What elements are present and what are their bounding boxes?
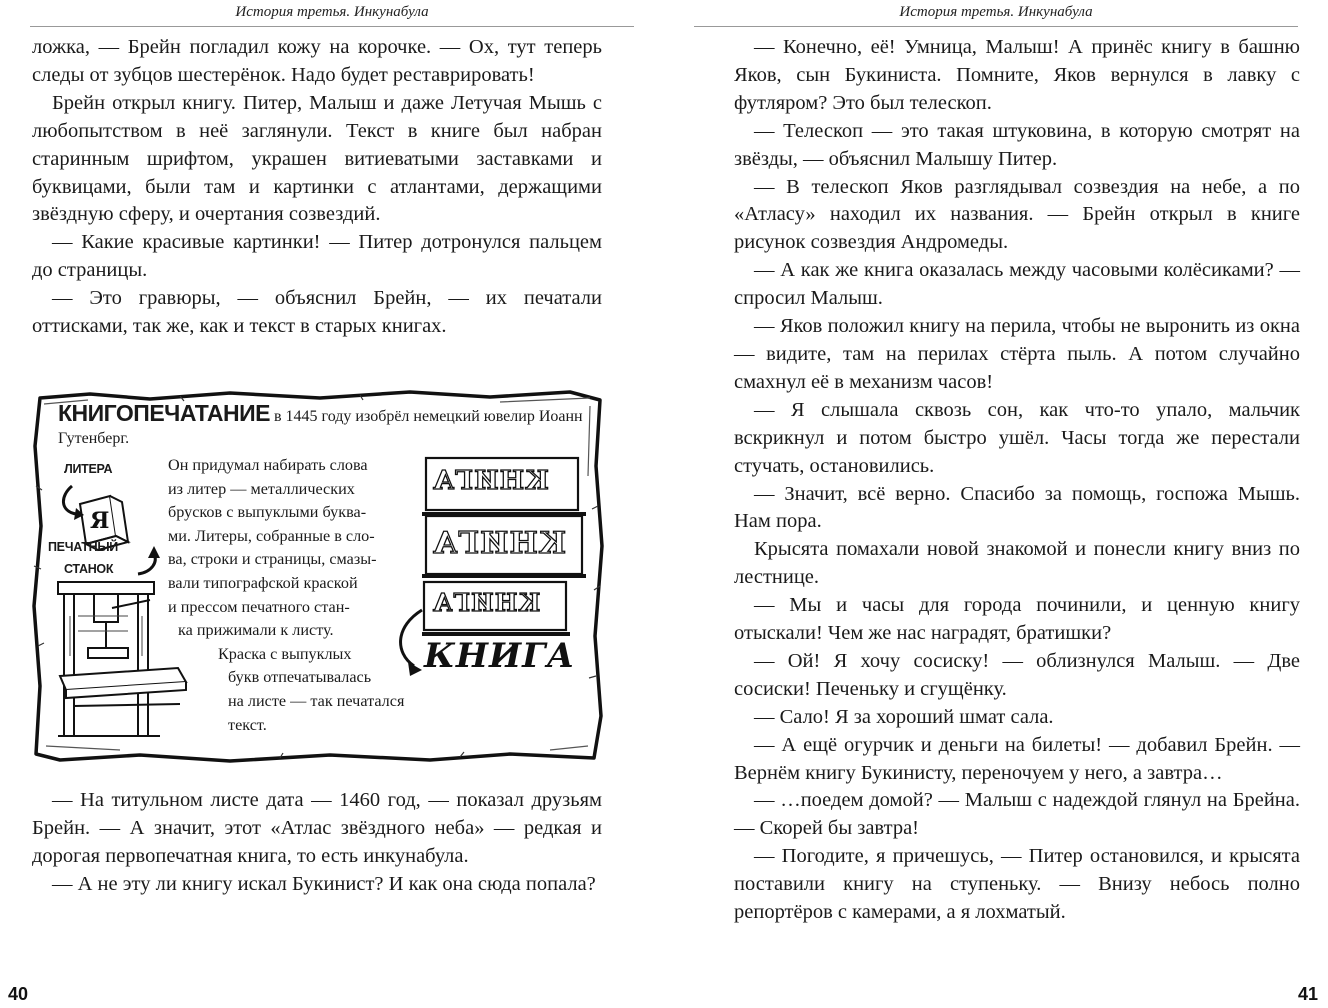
paragraph: — Сало! Я за хороший шмат сала. — [754, 705, 1054, 728]
box-body-text — [168, 454, 404, 737]
paragraph: — Телескоп — это такая штуковина, в которую смотрят на звёзды, — объяснил Малышу Питер. — [734, 119, 1300, 170]
paragraph: — Погодите, я причешусь, — Питер остановился, и крысята поставили книгу на ступеньку. — Внизу небось полно репортёров с камерами, а я лохматый. — [734, 845, 1300, 924]
box-body-line: Краска с выпуклых — [218, 644, 352, 663]
paragraph: — Мы и часы для города починили, и ценную книгу отыскали! Чем же нас наградят, братишки? — [734, 594, 1300, 645]
page-number: 40 — [8, 984, 29, 1004]
header-rule — [30, 26, 634, 27]
paragraph: — На титульном листе дата — 1460 год, — показал друзьям Брейн. — А значит, этот «Атлас звёздного неба» — редкая и дорогая первопечатная книга, то есть инкунабула. — [32, 789, 602, 867]
running-header: История третья. Инкунабула — [899, 4, 1093, 20]
box-lead-text: в 1445 году изобрёл немецкий ювелир Иоанн Гутенберг. — [58, 408, 583, 447]
paragraph: — Значит, всё верно. Спасибо за помощь, госпожа Мышь. Нам пора. — [734, 482, 1300, 533]
printed-word: КНИГА — [424, 636, 576, 676]
page-number: 41 — [1297, 984, 1318, 1004]
paragraph: ложка, — Брейн погладил кожу на корочке. — Ох, тут теперь следы от зубцов шестерёнок. Надо будет реставрировать! — [32, 36, 602, 86]
box-body-line: на листе — так печатался — [228, 691, 405, 710]
box-body-line: вали типографской краской — [168, 573, 358, 592]
header-rule — [694, 26, 1298, 27]
paragraph: — А ещё огурчик и деньги на билеты! — добавил Брейн. — Вернём книгу Букинисту, переночуем у него, а завтра… — [734, 733, 1300, 784]
paragraph: — Это гравюры, — объяснил Брейн, — их печатали оттисками, так же, как и текст в старых книгах. — [32, 287, 602, 338]
box-body-line: букв отпечатывалась — [228, 668, 372, 687]
paragraph: — Какие красивые картинки! — Питер дотронулся пальцем до страницы. — [32, 231, 602, 282]
paragraph: — А не эту ли книгу искал Букинист? И как она сюда попала? — [52, 872, 596, 895]
box-body-line: текст. — [228, 715, 267, 734]
type-word-2: КНИГА — [432, 526, 567, 561]
box-body-line: ва, строки и страницы, смазы- — [168, 550, 377, 569]
box-body-line: ка прижимали к листу. — [178, 621, 334, 640]
paragraph: — Яков положил книгу на перила, чтобы не выронить из окна — видите, там на перилах стёрта пыль. А потом случайно смахнул её в механизм часов! — [734, 315, 1300, 393]
box-body-line: из литер — металлических — [168, 479, 355, 498]
label-press-line1: ПЕЧАТНЫЙ — [48, 540, 118, 554]
box-lead — [58, 402, 588, 450]
label-litera: ЛИТЕРА — [64, 462, 113, 476]
paragraph: — Конечно, её! Умница, Малыш! А принёс книгу в башню Яков, сын Букиниста. Помните, Яков вернулся в лавку с футляром? Это был телескоп. — [734, 36, 1300, 114]
paragraph: — …поедем домой? — Малыш с надеждой глянул на Брейна. — Скорей бы завтра! — [734, 789, 1300, 840]
box-body-line: Он придумал набирать слова — [168, 456, 368, 474]
paragraph: Крысята помахали новой знакомой и понесли книгу вниз по лестнице. — [734, 538, 1300, 589]
type-word-3: КНИГА — [432, 588, 541, 617]
info-box-printing — [30, 386, 606, 766]
label-press-line2: СТАНОК — [64, 562, 114, 576]
running-header: История третья. Инкунабула — [235, 4, 429, 20]
type-word-1: КНИГА — [432, 466, 549, 496]
body-text — [734, 34, 1300, 927]
paragraph: — В телескоп Яков разглядывал созвездия на небе, а по «Атласу» находил их названия. — Брейн открыл в книге рисунок созвездия Андромеды. — [734, 175, 1300, 254]
paragraph: — А как же книга оказалась между часовыми колёсиками? — спросил Малыш. — [734, 259, 1300, 310]
svg-text:Я: Я — [90, 508, 110, 534]
box-body-line: и прессом печатного стан- — [168, 597, 350, 616]
box-heading: КНИГОПЕЧАТАНИЕ — [58, 400, 270, 426]
body-text-top — [32, 34, 602, 341]
box-body-line: брусков с выпуклыми буква- — [168, 503, 367, 522]
body-text-bottom — [32, 787, 602, 899]
paragraph: — Я слышала сквозь сон, как что-то упало, мальчик вскрикнул и потом быстро ушёл. Часы тогда же перестали стучать, остановились. — [734, 398, 1300, 477]
paragraph: Брейн открыл книгу. Питер, Малыш и даже Летучая Мышь с любопытством в неё заглянули. Текст в книге был набран старинным шрифтом, украшен витиеватыми заставками и буквицами, были там и картинки с атлантами, держащими звёздную сферу, и очертания созвездий. — [32, 91, 602, 226]
right-page — [664, 0, 1328, 1008]
paragraph: — Ой! Я хочу сосиску! — облизнулся Малыш. — Две сосиски! Печеньку и сгущёнку. — [734, 649, 1300, 700]
box-body-line: ми. Литеры, собранные в сло- — [168, 526, 375, 545]
